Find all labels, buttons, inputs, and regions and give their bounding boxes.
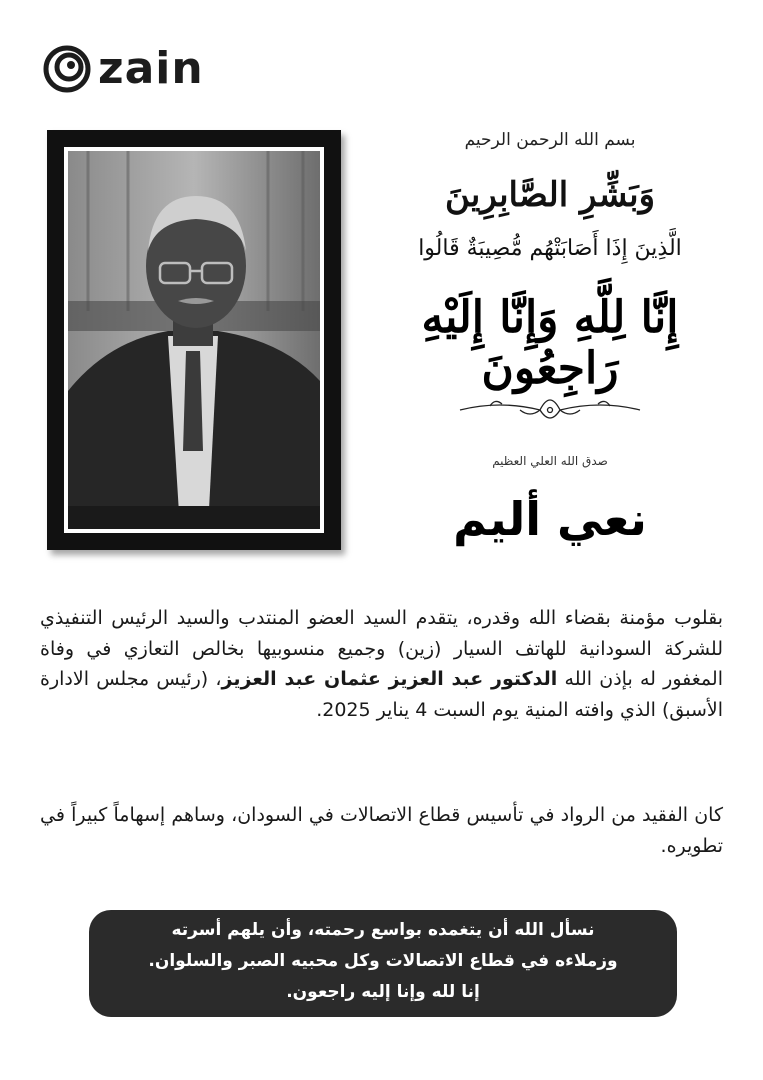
zain-logo	[42, 44, 204, 94]
sadaqa-line: صدق الله العلي العظيم	[492, 454, 608, 468]
zain-wordmark: zain	[98, 43, 204, 94]
headline: نعي أليم	[453, 492, 647, 546]
prayer-line-1: نسأل الله أن يتغمده بواسع رحمته، وأن يلهم أسرته	[171, 920, 595, 940]
verse-line-2: الَّذِينَ إِذَا أَصَابَتْهُم مُّصِيبَةٌ قَالُوا	[418, 236, 682, 261]
verse-line-3: إِنَّا لِلَّهِ وَإِنَّا إِلَيْهِ رَاجِعُونَ	[421, 292, 679, 394]
paragraph1-part1: بقلوب مؤمنة بقضاء الله وقدره، يتقدم السيد العضو المنتدب والسيد الرئيس التنفيذي للشركة السودانية للهاتف السيار (زين) وجميع منسوبيها بخالص التعازي في وفاة المغفور له بإذن الله	[40, 607, 723, 690]
zain-swirl-icon	[42, 44, 92, 94]
verse-line-1: وَبَشِّرِ الصَّابِرِينَ	[444, 175, 656, 215]
portrait-photo	[64, 147, 324, 533]
prayer-box	[89, 910, 677, 1017]
deceased-name: الدكتور عبد العزيز عثمان عبد العزيز	[221, 668, 558, 690]
portrait-frame	[47, 130, 341, 550]
prayer-line-2: وزملاءه في قطاع الاتصالات وكل محبيه الصبر والسلوان.	[148, 951, 618, 971]
portrait-image	[68, 151, 320, 529]
basmala: بسم الله الرحمن الرحيم	[464, 130, 636, 150]
tribute-paragraph: كان الفقيد من الرواد في تأسيس قطاع الاتصالات في السودان، وساهم إسهاماً كبيراً في تطويره.	[40, 804, 723, 857]
ornament-divider-icon	[450, 388, 650, 428]
condolence-paragraph	[40, 603, 723, 725]
prayer-line-3: إنا لله وإنا إليه راجعون.	[286, 982, 480, 1002]
paragraph1-part2: ، (رئيس مجلس الادارة الأسبق) الذي وافته المنية يوم السبت 4 يناير 2025.	[40, 668, 723, 721]
